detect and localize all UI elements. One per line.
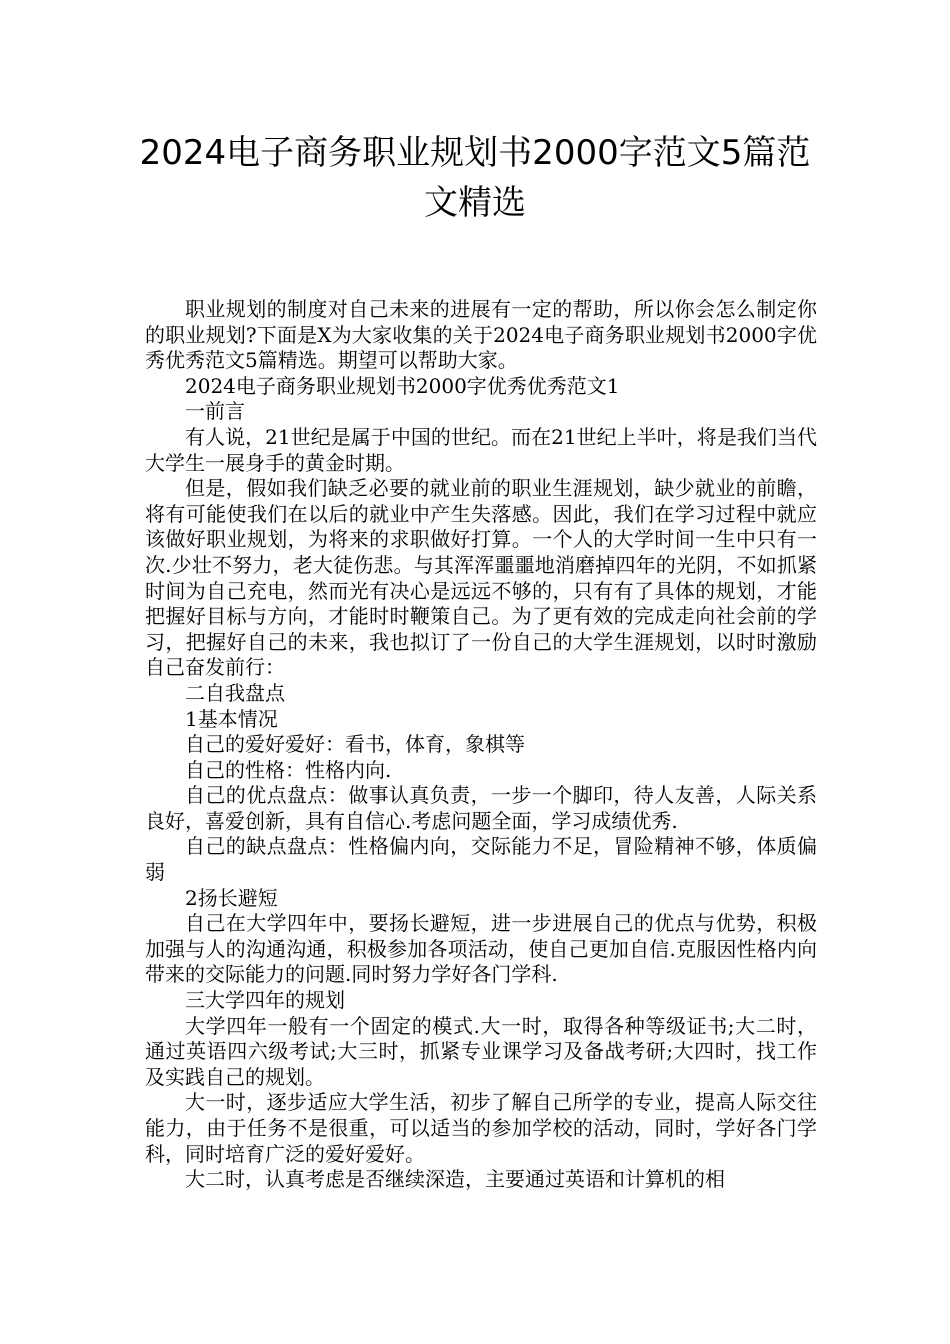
section-heading-four-year-plan: 三大学四年的规划: [185, 988, 345, 1013]
subsection-heading-strengths: 2扬长避短: [185, 885, 278, 910]
paragraph-essay-heading: 2024电子商务职业规划书2000字优秀优秀范文1: [185, 373, 620, 398]
subsection-heading-basic-info: 1基本情况: [185, 706, 278, 731]
document-body: [145, 297, 817, 1193]
section-heading-self-assessment: 二自我盘点: [185, 680, 285, 705]
paragraph: 自己的爱好爱好：看书，体育，象棋等: [185, 732, 525, 757]
paragraph: 大一时，逐步适应大学生活，初步了解自己所学的专业，提高人际交往能力，由于任务不是很重，可以适当的参加学校的活动，同时，学好各门学科，同时培育广泛的爱好爱好。: [145, 1090, 817, 1166]
paragraph: 有人说，21世纪是属于中国的世纪。而在21世纪上半叶，将是我们当代大学生一展身手的黄金时期。: [145, 424, 817, 475]
paragraph: 自己的优点盘点：做事认真负责，一步一个脚印，待人友善，人际关系良好，喜爱创新，具有自信心.考虑问题全面，学习成绩优秀.: [145, 783, 817, 833]
paragraph: 大学四年一般有一个固定的模式.大一时，取得各种等级证书;大二时，通过英语四六级考试;大三时，抓紧专业课学习及备战考研;大四时，找工作及实践自己的规划。: [145, 1013, 817, 1089]
paragraph: 自己的性格：性格内向.: [185, 757, 392, 782]
paragraph: 但是，假如我们缺乏必要的就业前的职业生涯规划，缺少就业的前瞻，将有可能使我们在以后的就业中产生失落感。因此，我们在学习过程中就应该做好职业规划，为将来的求职做好打算。一个人的大学时间一生中只有一次.少壮不努力，老大徒伤悲。与其浑浑噩噩地消磨掉四年的光阴，不如抓紧时间为自己充电，然而光有决心是远远不够的，只有有了具体的规划，才能把握好目标与方向，才能时时鞭策自己。为了更有效的完成走向社会前的学习，把握好自己的未来，我也拟订了一份自己的大学生涯规划，以时时激励自己奋发前行：: [145, 476, 817, 680]
paragraph: 大二时，认真考虑是否继续深造，主要通过英语和计算机的相: [185, 1167, 725, 1192]
paragraph: 自己在大学四年中，要扬长避短，进一步进展自己的优点与优势，积极加强与人的沟通沟通，积极参加各项活动，使自己更加自信.克服因性格内向带来的交际能力的问题.同时努力学好各门学科.: [145, 911, 817, 987]
document-title: 2024电子商务职业规划书2000字范文5篇范文精选: [139, 133, 811, 223]
section-heading-preface: 一前言: [185, 399, 245, 424]
paragraph-intro: 职业规划的制度对自己未来的进展有一定的帮助，所以你会怎么制定你的职业规划?下面是X为大家收集的关于2024电子商务职业规划书2000字优秀优秀范文5篇精选。期望可以帮助大家。: [145, 297, 817, 373]
paragraph: 自己的缺点盘点：性格偏内向，交际能力不足，冒险精神不够，体质偏弱: [145, 834, 817, 885]
